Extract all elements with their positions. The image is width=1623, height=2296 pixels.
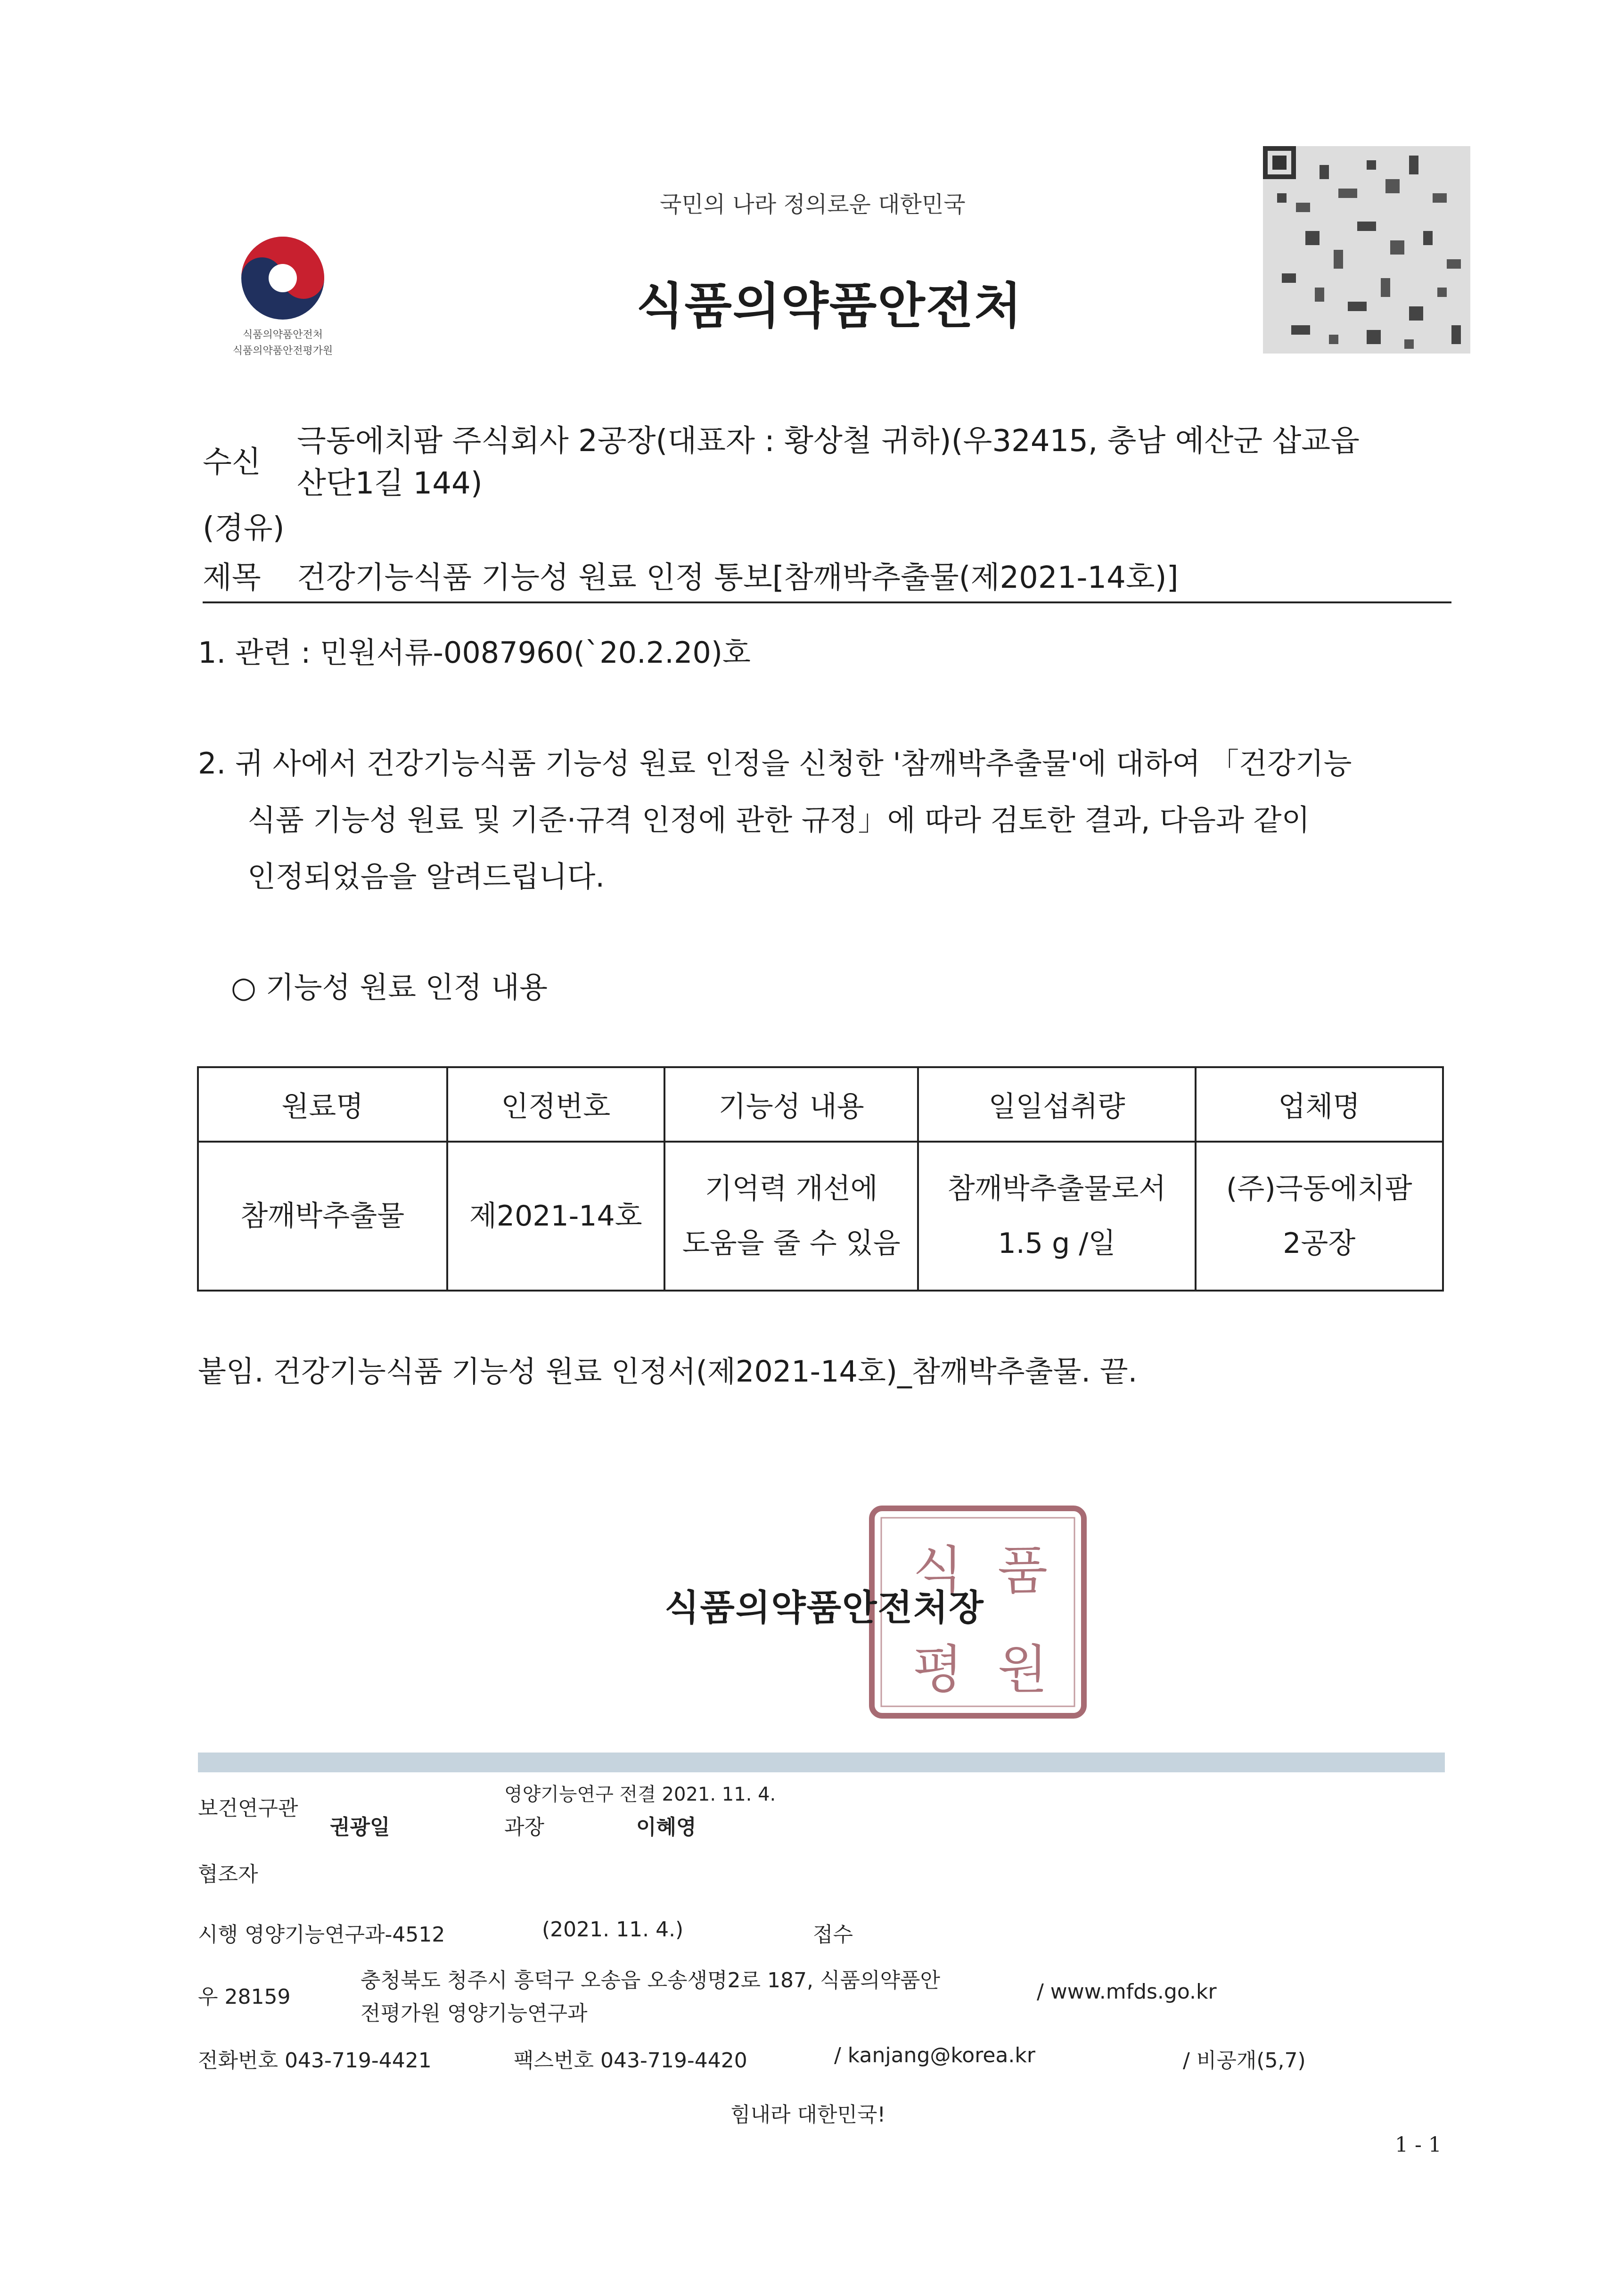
body-item-2-line-2: 식품 기능성 원료 및 기준·규격 인정에 관한 규정」에 따라 검토한 결과, 다음과 같이 xyxy=(247,803,1310,837)
department-approval: 영양기능연구 전결 2021. 11. 4. xyxy=(504,1784,776,1805)
table-header-row xyxy=(198,1067,1443,1142)
closing-slogan: 힘내라 대한민국! xyxy=(730,2103,886,2127)
header-cell: 기능성 내용 xyxy=(664,1067,918,1142)
chief-label: 과장 xyxy=(504,1815,545,1839)
subject-divider xyxy=(203,601,1451,603)
email-link[interactable]: / kanjang@korea.kr xyxy=(834,2043,1035,2067)
body-item-2-line-1: 2. 귀 사에서 건강기능식품 기능성 원료 인정을 신청한 '참깨박추출물'에 대하여 「건강기능 xyxy=(198,746,1352,781)
section-title: ○ 기능성 원료 인정 내용 xyxy=(231,970,548,1004)
page-number: 1 - 1 xyxy=(1395,2133,1442,2157)
cooperator-label: 협조자 xyxy=(198,1862,258,1886)
fax-number: 팩스번호 043-719-4420 xyxy=(514,2049,747,2073)
subject-label: 제목 xyxy=(203,560,261,595)
recipient-label: 수신 xyxy=(203,445,261,480)
header-cell: 일일섭취량 xyxy=(918,1067,1195,1142)
body-item-2-line-3: 인정되었음을 알려드립니다. xyxy=(247,859,605,894)
qr-code-icon xyxy=(1263,146,1470,354)
cell-intake: 참깨박추출물로서 1.5 g /일 xyxy=(918,1142,1195,1291)
header-cell: 업체명 xyxy=(1196,1067,1443,1142)
enforcement-number: 시행 영양기능연구과-4512 xyxy=(198,1923,445,1947)
government-logo xyxy=(198,231,368,372)
subject-text: 건강기능식품 기능성 원료 인정 통보[참깨박추출물(제2021-14호)] xyxy=(297,560,1179,595)
address-line-1: 충청북도 청주시 흥덕구 오송읍 오송생명2로 187, 식품의약품안 xyxy=(361,1968,940,1992)
seal-char: 식 xyxy=(912,1540,963,1601)
address-line-2: 전평가원 영양기능연구과 xyxy=(361,2001,588,2025)
cell-function: 기억력 개선에 도움을 줄 수 있음 xyxy=(664,1142,918,1291)
via-label: (경유) xyxy=(203,511,285,546)
header-cell: 원료명 xyxy=(198,1067,447,1142)
postal-code: 우 28159 xyxy=(198,1985,291,2009)
agency-title: 식품의약품안전처 xyxy=(636,277,1023,335)
recipient-line-2: 산단1길 144) xyxy=(297,466,483,501)
seal-char: 평 xyxy=(912,1639,963,1700)
table-row xyxy=(198,1142,1443,1291)
recipient-line-1: 극동에치팜 주식회사 2공장(대표자 : 황상철 귀하)(우32415, 충남 예산군 삽교읍 xyxy=(297,424,1360,459)
researcher-name: 권광일 xyxy=(330,1815,390,1839)
seal-char: 품 xyxy=(997,1540,1048,1601)
cell-name: 참깨박추출물 xyxy=(198,1142,447,1291)
signatory-title: 식품의약품안전처장 xyxy=(664,1587,984,1629)
receipt-label: 접수 xyxy=(813,1923,853,1947)
website-link[interactable]: / www.mfds.go.kr xyxy=(1037,1980,1217,2004)
cell-number: 제2021-14호 xyxy=(447,1142,664,1291)
header-cell: 인정번호 xyxy=(447,1067,664,1142)
attachment-note: 붙임. 건강기능식품 기능성 원료 인정서(제2021-14호)_참깨박추출물. 끝. xyxy=(198,1354,1138,1389)
taegeuk-emblem-icon xyxy=(198,231,368,325)
slogan: 국민의 나라 정의로운 대한민국 xyxy=(660,191,966,218)
enforcement-date: (2021. 11. 4.) xyxy=(542,1917,684,1942)
researcher-label: 보건연구관 xyxy=(198,1796,298,1820)
phone-number: 전화번호 043-719-4421 xyxy=(198,2049,432,2073)
chief-name: 이혜영 xyxy=(636,1815,697,1839)
cell-company: (주)극동에치팜 2공장 xyxy=(1196,1142,1443,1291)
footer-band xyxy=(198,1753,1445,1772)
logo-caption-1: 식품의약품안전처 xyxy=(242,329,323,341)
approval-table xyxy=(197,1066,1444,1292)
body-item-1: 1. 관련 : 민원서류-0087960(`20.2.20)호 xyxy=(198,635,751,670)
logo-caption-2: 식품의약품안전평가원 xyxy=(232,345,333,357)
seal-char: 원 xyxy=(997,1639,1048,1700)
disclosure-status: / 비공개(5,7) xyxy=(1183,2049,1306,2073)
